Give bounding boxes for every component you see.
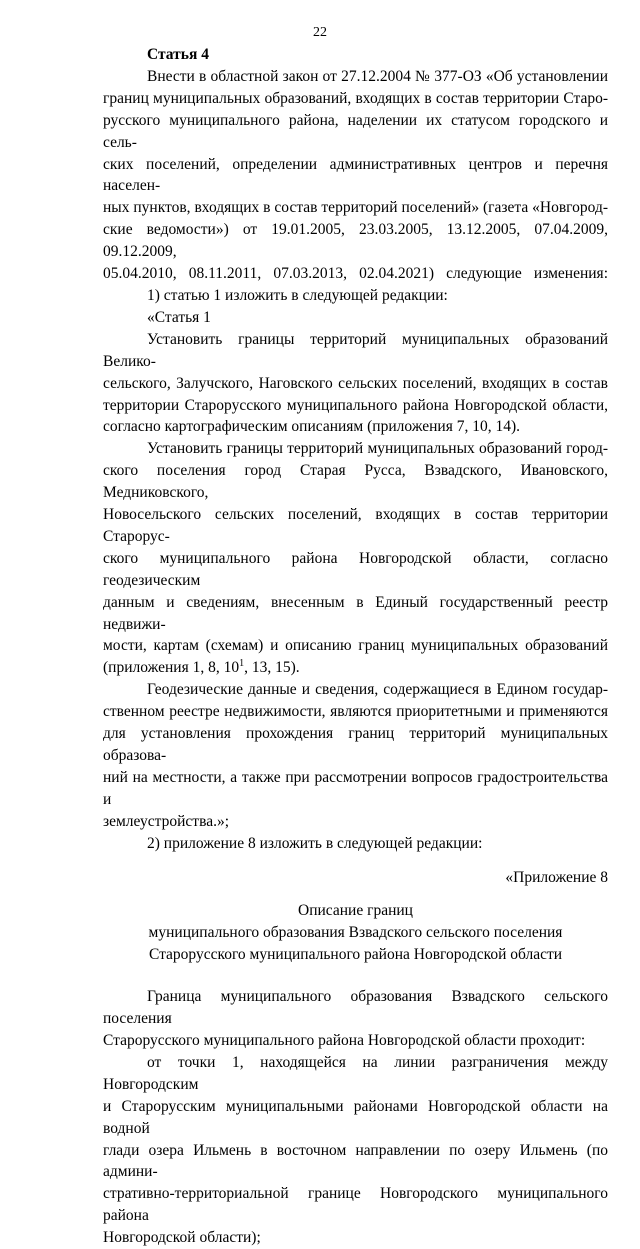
spacer [103,966,608,986]
paragraph-boundaries-1 [103,329,608,439]
text-line [103,657,608,679]
text-line: Установить границы территорий муниципальных образований город- [147,440,608,458]
text-line: ского муниципального района Новгородской области, согласно геодезическим [103,549,608,589]
text-line: ских поселений, определении административных центров и перечня населен- [103,155,608,195]
text-line: сельского, Залучского, Наговского сельских поселений, входящих в состав [103,374,608,392]
text-line: Внести в областной закон от 27.12.2004 № 377-ОЗ «Об установлении [147,67,608,85]
text-line: и Старорусским муниципальными районами Новгородской области на водной [103,1097,608,1137]
text-fragment: (приложения 1, 8, 10 [103,659,240,677]
text-line: 05.04.2010, 08.11.2011, 07.03.2013, 02.04.2021) следующие изменения: [103,265,608,283]
page-number: 22 [313,25,327,40]
document-body [103,44,608,1249]
text-line: ний на местности, а также при рассмотрении вопросов градостроительства и [103,768,608,808]
text-line: глади озера Ильмень в восточном направлении по озеру Ильмень (по админи- [103,1141,608,1181]
text-line: для установления прохождения границ территорий муниципальных образова- [103,725,608,764]
text-line: мости, картам (схемам) и описанию границ муниципальных образований [103,637,608,655]
text-fragment: , 13, 15). [244,659,300,677]
list-item-1: 1) статью 1 изложить в следующей редакции: [147,286,448,304]
title-line: Старорусского муниципального района Новгородской области [148,946,563,964]
spacer [103,888,608,900]
text-line: ственном реестре недвижимости, являются приоритетными и применяются [103,703,608,721]
article-heading: Статья 4 [147,46,209,63]
text-line: Старорусского муниципального района Новгородской области проходит: [103,1031,586,1049]
text-line: русского муниципального района, наделении их статусом городского и сель- [103,111,608,151]
appendix-title [103,900,608,966]
text-line: ские ведомости») от 19.01.2005, 23.03.2005, 13.12.2005, 07.04.2009, 09.12.2009, [103,221,608,261]
paragraph-boundaries-2 [103,438,608,679]
paragraph-geodetic-data [103,679,608,832]
list-item-2: 2) приложение 8 изложить в следующей редакции: [147,834,483,852]
text-line: данным и сведениям, внесенным в Единый государственный реестр недвижи- [103,593,608,633]
paragraph-point-1 [103,1052,608,1249]
text-line: ных пунктов, входящих в состав территорий поселений» (газета «Новгород- [103,199,608,217]
title-line: Описание границ [298,902,413,920]
superscript: 1 [239,658,245,670]
text-line: Новгородской области); [103,1229,261,1247]
text-line: территории Старорусского муниципального района Новгородской области, [103,396,608,414]
quoted-article-heading: «Статья 1 [147,308,211,326]
text-line: Новосельского сельских поселений, входящих в состав территории Старорус- [103,506,608,545]
text-line: согласно картографическим описаниям (приложения 7, 10, 14). [103,418,520,436]
title-line: муниципального образования Взвадского сельского поселения [148,924,563,942]
text-line: ского поселения город Старая Русса, Взвадского, Ивановского, Медниковского, [103,462,608,502]
text-line: Граница муниципального образования Взвадского сельского поселения [103,988,608,1028]
text-line: границ муниципальных образований, входящих в состав территории Старо- [103,89,608,107]
paragraph-amendment-intro [103,66,608,285]
text-line: землеустройства.»; [103,812,230,830]
text-line: стративно-территориальной границе Новгородского муниципального района [103,1185,608,1225]
appendix-label: «Приложение 8 [505,868,608,886]
paragraph-boundary-description [103,986,608,1052]
text-line: Установить границы территорий муниципальных образований Велико- [103,330,608,370]
text-line: Геодезические данные и сведения, содержащиеся в Едином государ- [147,681,608,699]
text-line: от точки 1, находящейся на линии разграничения между Новгородским [103,1053,608,1093]
spacer [103,855,608,867]
